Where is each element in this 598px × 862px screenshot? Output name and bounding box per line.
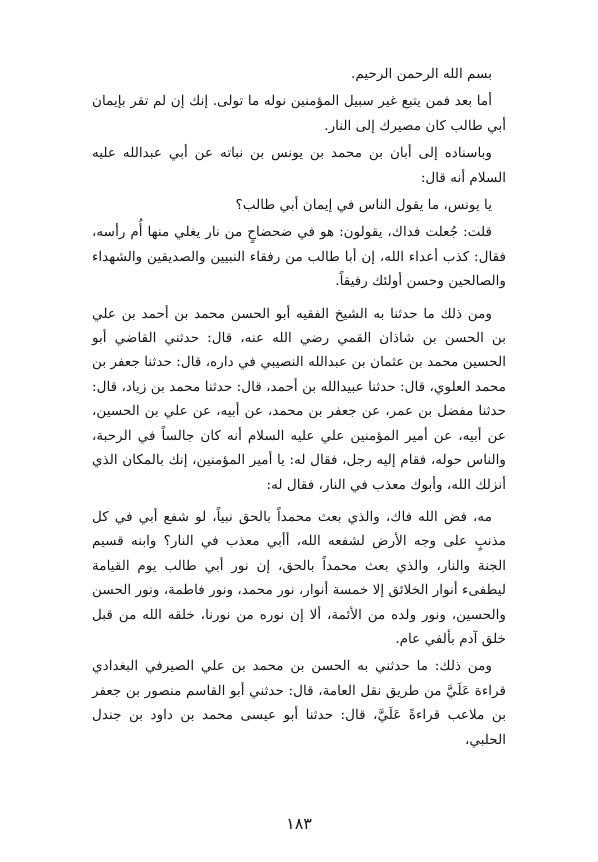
quoted-question: يا يونس، ما يقول الناس في إيمان أبي طالب؟ bbox=[235, 197, 492, 214]
paragraph: قلت: جُعلت فداك، يقولون: هو في ضحضاحٍ من نار يغلي منها أُم رأسه، فقال: كذب أعداء الله، إن أبا طالب من رفقاء النبيين والصديقين والشهداء والصالحين وحسن أولئك رفيقاً. bbox=[92, 224, 506, 290]
basmala: بسم الله الرحمن الرحيم. bbox=[351, 66, 492, 82]
page-body bbox=[92, 62, 506, 752]
paragraph: وباسناده إلى أبان بن محمد بن يونس بن نباته عن أبي عبدالله عليه السلام أنه قال: bbox=[92, 145, 506, 186]
paragraph: مه، فض الله فاك، والذي بعث محمداً بالحق نبياً، لو شفع أبي في كل مذنبٍ على وجه الأرض لشفعه الله، أأبي معذب في النار؟ وابنه قسيم الجنة والنار، والذي بعث محمداً بالحق، إن نور أبي طالب يوم القيامة ليطفىء أنوار الخلائق إلا خمسة أنوار، نور محمد، ونور فاطمة، ونور الحسن والحسين، ونور ولده من الأئمة، ألا إن نوره من نورنا، خلقه الله من قبل خلق آدم بألفي عام. bbox=[92, 508, 506, 647]
paragraph: ومن ذلك: ما حدثني به الحسن بن محمد بن علي الصيرفي البغدادي قراءة عَلَيَّ من طريق نقل العامة، قال: حدثني أبو القاسم منصور بن جعفر بن ملاعب قراءةً عَلَيَّ، قال: حدثنا أبو عيسى محمد بن داود بن جندل الحلبي، bbox=[92, 658, 506, 748]
paragraph: أما بعد فمن يتبع غير سبيل المؤمنين نوله ما تولى. إنك إن لم تقر بإيمان أبي طالب كان مصيرك إلى النار. bbox=[92, 93, 506, 134]
page-number: ١٨٣ bbox=[286, 814, 312, 833]
paragraph: ومن ذلك ما حدثنا به الشيخ الفقيه أبو الحسن محمد بن أحمد بن علي بن الحسن بن شاذان القمي رضي الله عنه، قال: حدثني القاضي أبو الحسين محمد بن عثمان بن عبدالله النصيبي في داره، قال: حدثنا جعفر بن محمد العلوي، قال: حدثنا عبيدالله بن أحمد، قال: حدثنا محمد بن زياد، قال: حدثنا مفضل بن عمر، عن جعفر بن محمد، عن أبيه، عن علي بن الحسين، عن أبيه، عن أمير المؤمنين علي عليه السلام أنه كان جالساً في الرحبة، والناس حوله، فقام إليه رجل، فقال له: يا أمير المؤمنين، إنك بالمكان الذي أنزلك الله، وأبوك معذب في النار، فقال له: bbox=[92, 305, 506, 493]
